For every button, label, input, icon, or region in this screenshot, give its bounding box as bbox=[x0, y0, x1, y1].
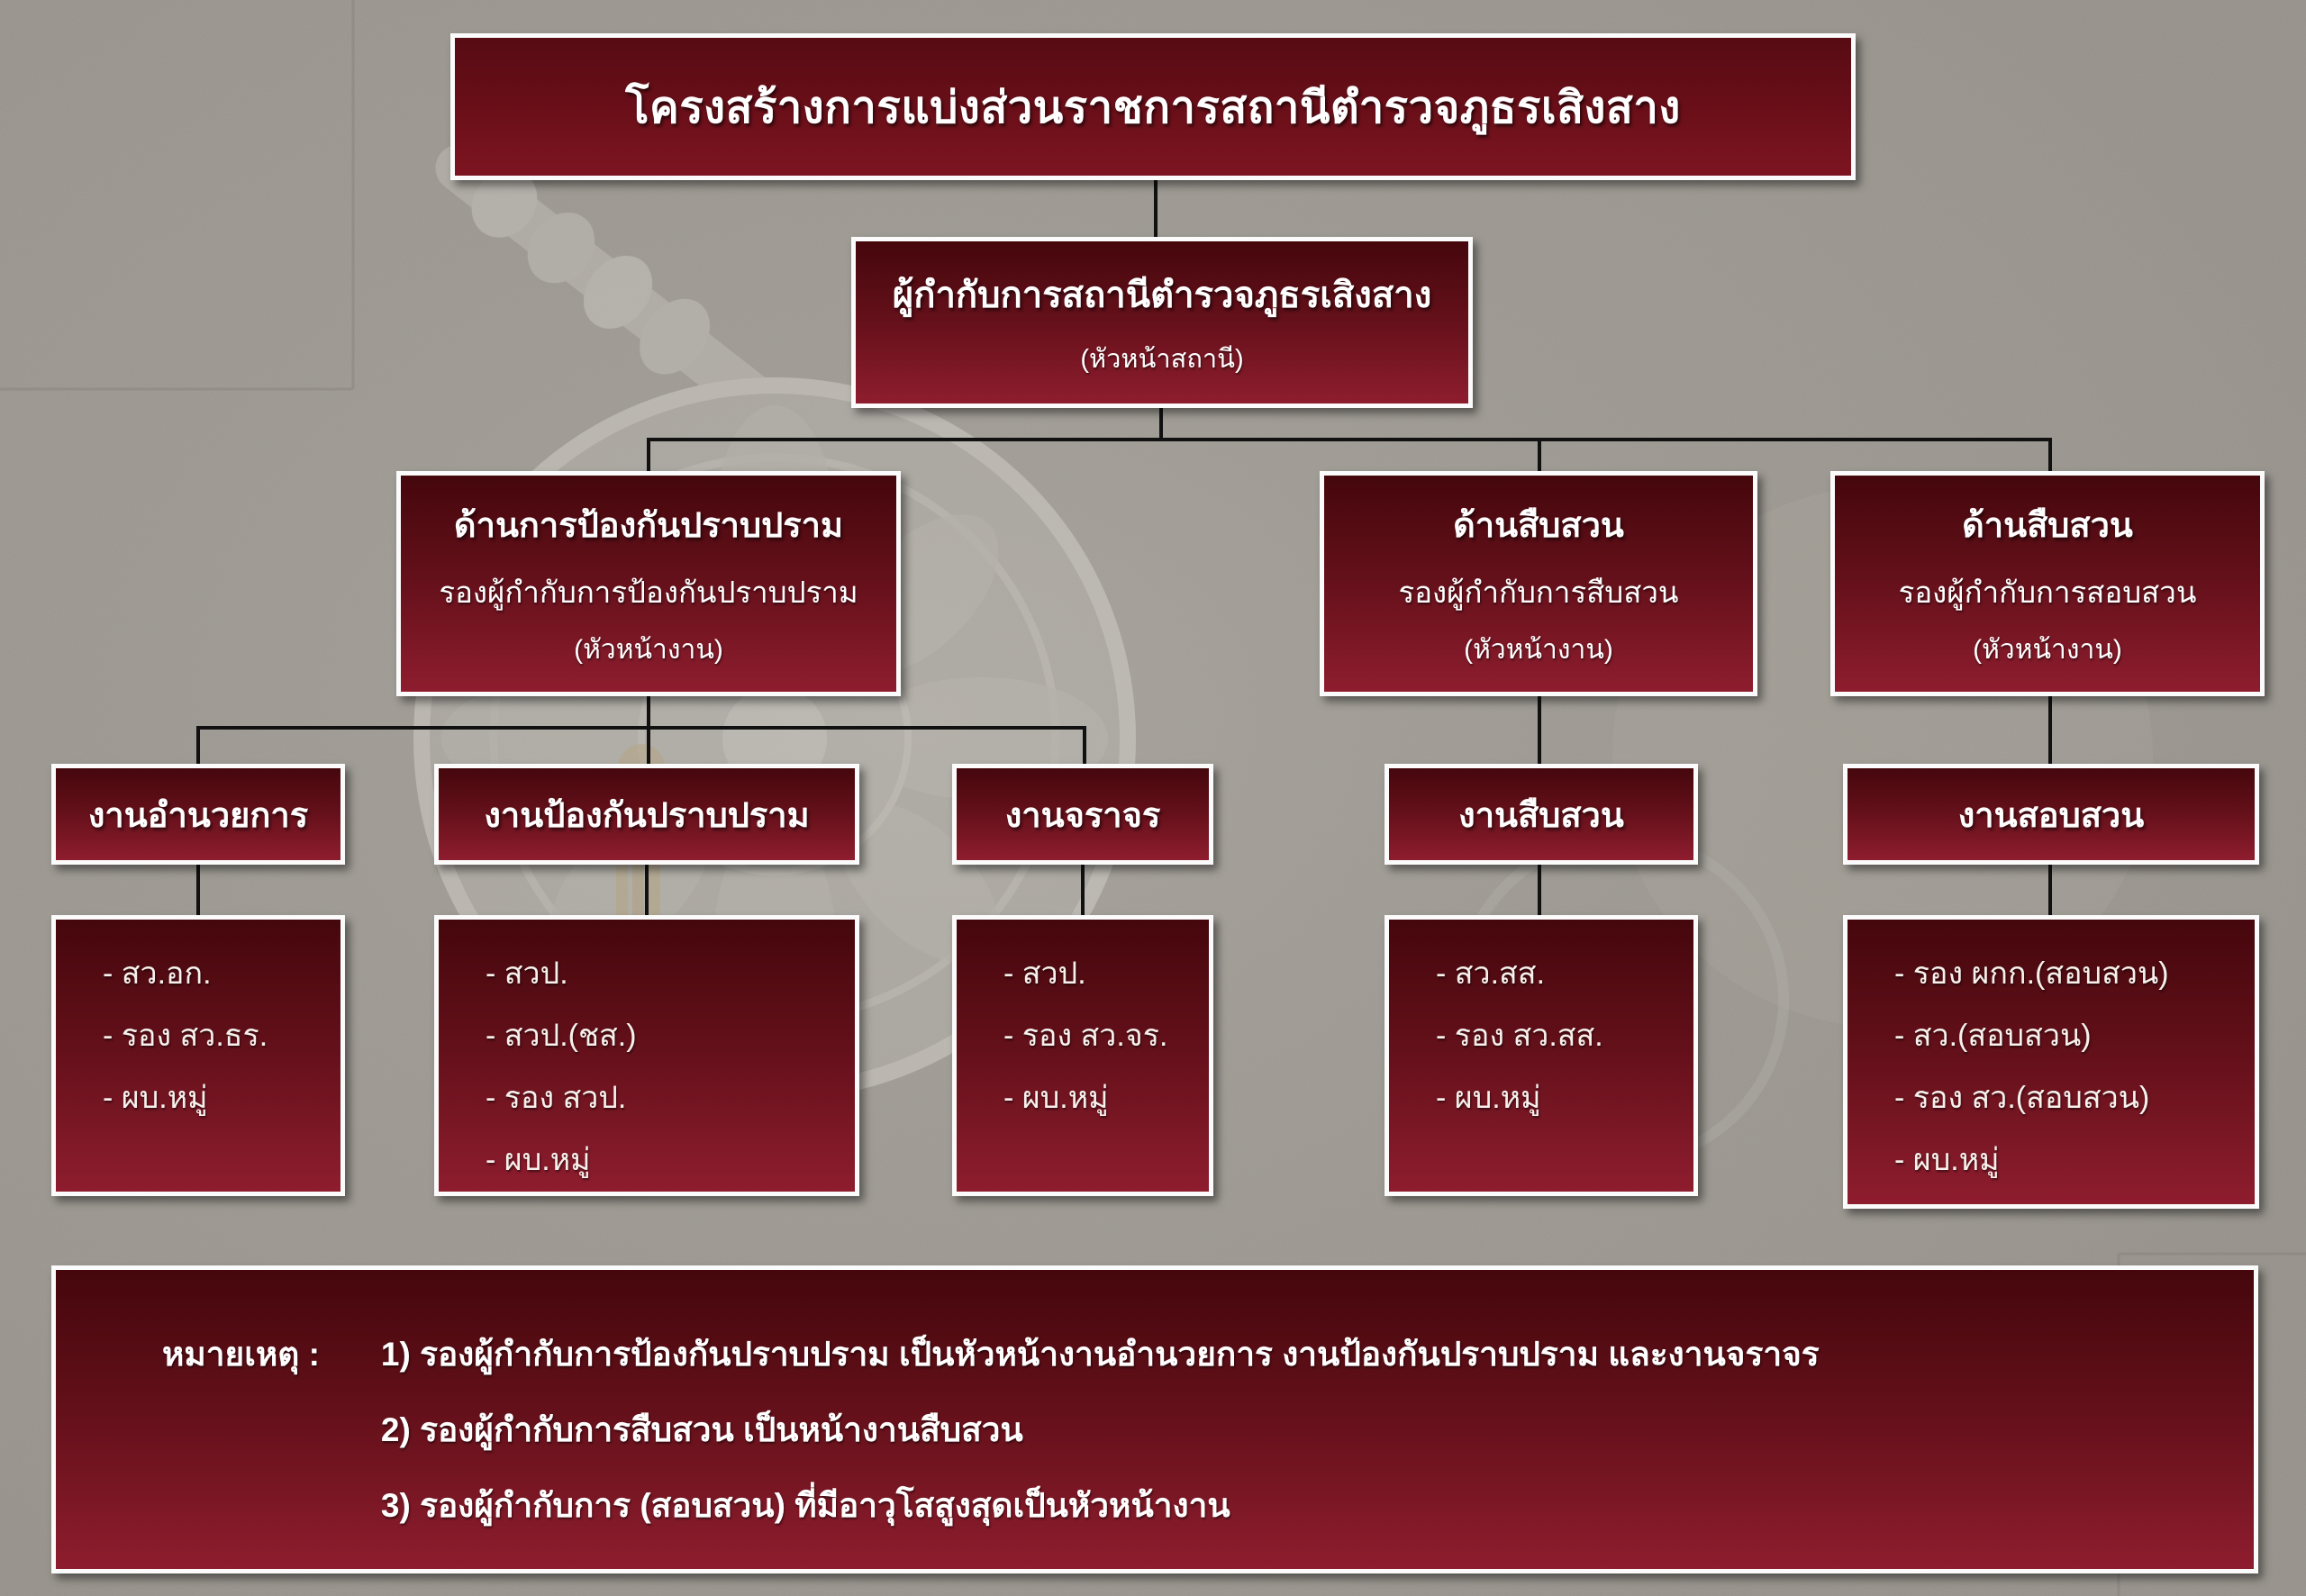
connector-branch3-drop bbox=[2048, 438, 2052, 472]
position-item: - ผบ.หมู่ bbox=[486, 1143, 591, 1177]
position-item: - ผบ.หมู่ bbox=[1894, 1143, 2000, 1177]
position-item: - รอง สว.ธร. bbox=[103, 1019, 268, 1053]
branch-box-investigation bbox=[1320, 471, 1757, 696]
position-list bbox=[957, 920, 1176, 1129]
unit-title: งานป้องกันปราบปราม bbox=[484, 796, 810, 835]
branch-role: (หัวหน้างาน) bbox=[1464, 634, 1613, 665]
unit-title: งานสอบสวน bbox=[1957, 796, 2145, 835]
commander-role: (หัวหน้าสถานี) bbox=[1080, 345, 1244, 374]
position-item: - สว.อก. bbox=[103, 957, 212, 991]
position-list bbox=[56, 920, 277, 1129]
connector-branch3-to-unit5 bbox=[2048, 696, 2052, 765]
connector-unit3-to-items bbox=[1081, 863, 1085, 917]
connector-unit1-drop bbox=[196, 726, 200, 765]
note-line: 2) รองผู้กำกับการสืบสวน เป็นหน้างานสืบสวน bbox=[380, 1411, 1023, 1448]
connector-unit2-to-items bbox=[645, 863, 649, 917]
connector-branch2-drop bbox=[1538, 438, 1541, 472]
branch-deputy: รองผู้กำกับการป้องกันปราบปราม bbox=[439, 575, 858, 609]
unit-title: งานจราจร bbox=[1004, 796, 1161, 835]
position-item: - สว.สส. bbox=[1436, 957, 1546, 991]
unit-title: งานอำนวยการ bbox=[87, 796, 309, 835]
unit-items-traffic bbox=[952, 915, 1213, 1196]
branch-division: ด้านสืบสวน bbox=[1453, 506, 1624, 545]
position-item: - สวป. bbox=[486, 957, 568, 991]
unit-items-administration bbox=[51, 915, 345, 1196]
unit-items-inquiry bbox=[1843, 915, 2259, 1209]
branch-role: (หัวหน้างาน) bbox=[574, 634, 723, 665]
branch-deputy: รองผู้กำกับการสอบสวน bbox=[1898, 575, 2197, 609]
connector-commander-drop bbox=[1159, 407, 1163, 440]
notes-label: หมายเหตุ : bbox=[162, 1336, 320, 1373]
chart-title-box bbox=[450, 33, 1856, 180]
position-item: - สวป. bbox=[1003, 957, 1086, 991]
position-item: - รอง สว.สส. bbox=[1436, 1019, 1603, 1053]
position-item: - สวป.(ชส.) bbox=[486, 1019, 637, 1053]
note-line: 1) รองผู้กำกับการป้องกันปราบปราม เป็นหัวหน้างานอำนวยการ งานป้องกันปราบปราม และงานจราจร bbox=[380, 1336, 1820, 1373]
branch-box-inquiry bbox=[1830, 471, 2265, 696]
position-list bbox=[1848, 920, 2178, 1192]
unit-header-investigation bbox=[1385, 764, 1698, 865]
connector-branch1-to-units bbox=[647, 696, 650, 765]
position-item: - ผบ.หมู่ bbox=[1003, 1081, 1109, 1115]
branch-division: ด้านสืบสวน bbox=[1962, 506, 2133, 545]
connector-branch1-drop bbox=[647, 438, 650, 472]
branch-division: ด้านการป้องกันปราบปราม bbox=[453, 506, 844, 545]
branch-box-prevention bbox=[396, 471, 901, 696]
connector-unit5-to-items bbox=[2048, 863, 2052, 917]
connector-unit3-drop bbox=[1083, 726, 1086, 765]
position-item: - รอง สว.(สอบสวน) bbox=[1894, 1081, 2150, 1115]
branch-role: (หัวหน้างาน) bbox=[1973, 634, 2122, 665]
commander-name: ผู้กำกับการสถานีตำรวจภูธรเสิงสาง bbox=[892, 276, 1432, 315]
position-item: - รอง ผกก.(สอบสวน) bbox=[1894, 957, 2169, 991]
connector-unit4-to-items bbox=[1538, 863, 1541, 917]
unit-header-traffic bbox=[952, 764, 1213, 865]
notes-lines bbox=[381, 1317, 1820, 1544]
notes-box bbox=[51, 1265, 2258, 1573]
unit-header-inquiry bbox=[1843, 764, 2259, 865]
position-item: - ผบ.หมู่ bbox=[1436, 1081, 1541, 1115]
connector-branch2-to-unit4 bbox=[1538, 696, 1541, 765]
note-line: 3) รองผู้กำกับการ (สอบสวน) ที่มีอาวุโสสูงสุดเป็นหัวหน้างาน bbox=[380, 1487, 1230, 1524]
position-item: - ผบ.หมู่ bbox=[103, 1081, 208, 1115]
chart-title: โครงสร้างการแบ่งส่วนราชการสถานีตำรวจภูธรเสิงสาง bbox=[625, 83, 1681, 132]
commander-box bbox=[851, 237, 1473, 408]
position-item: - สว.(สอบสวน) bbox=[1894, 1019, 2092, 1053]
connector-units-horizontal bbox=[196, 726, 1086, 730]
unit-items-investigation bbox=[1385, 915, 1698, 1196]
position-list bbox=[439, 920, 646, 1192]
branch-deputy: รองผู้กำกับการสืบสวน bbox=[1398, 575, 1679, 609]
unit-header-administration bbox=[51, 764, 345, 865]
unit-items-prevention bbox=[434, 915, 859, 1196]
unit-title: งานสืบสวน bbox=[1458, 796, 1624, 835]
connector-title-to-commander bbox=[1154, 180, 1158, 238]
connector-branches-horizontal bbox=[647, 438, 2052, 441]
unit-header-prevention bbox=[434, 764, 859, 865]
position-list bbox=[1389, 920, 1612, 1129]
position-item: - รอง สว.จร. bbox=[1003, 1019, 1168, 1053]
connector-unit1-to-items bbox=[196, 863, 200, 917]
position-item: - รอง สวป. bbox=[486, 1081, 627, 1115]
